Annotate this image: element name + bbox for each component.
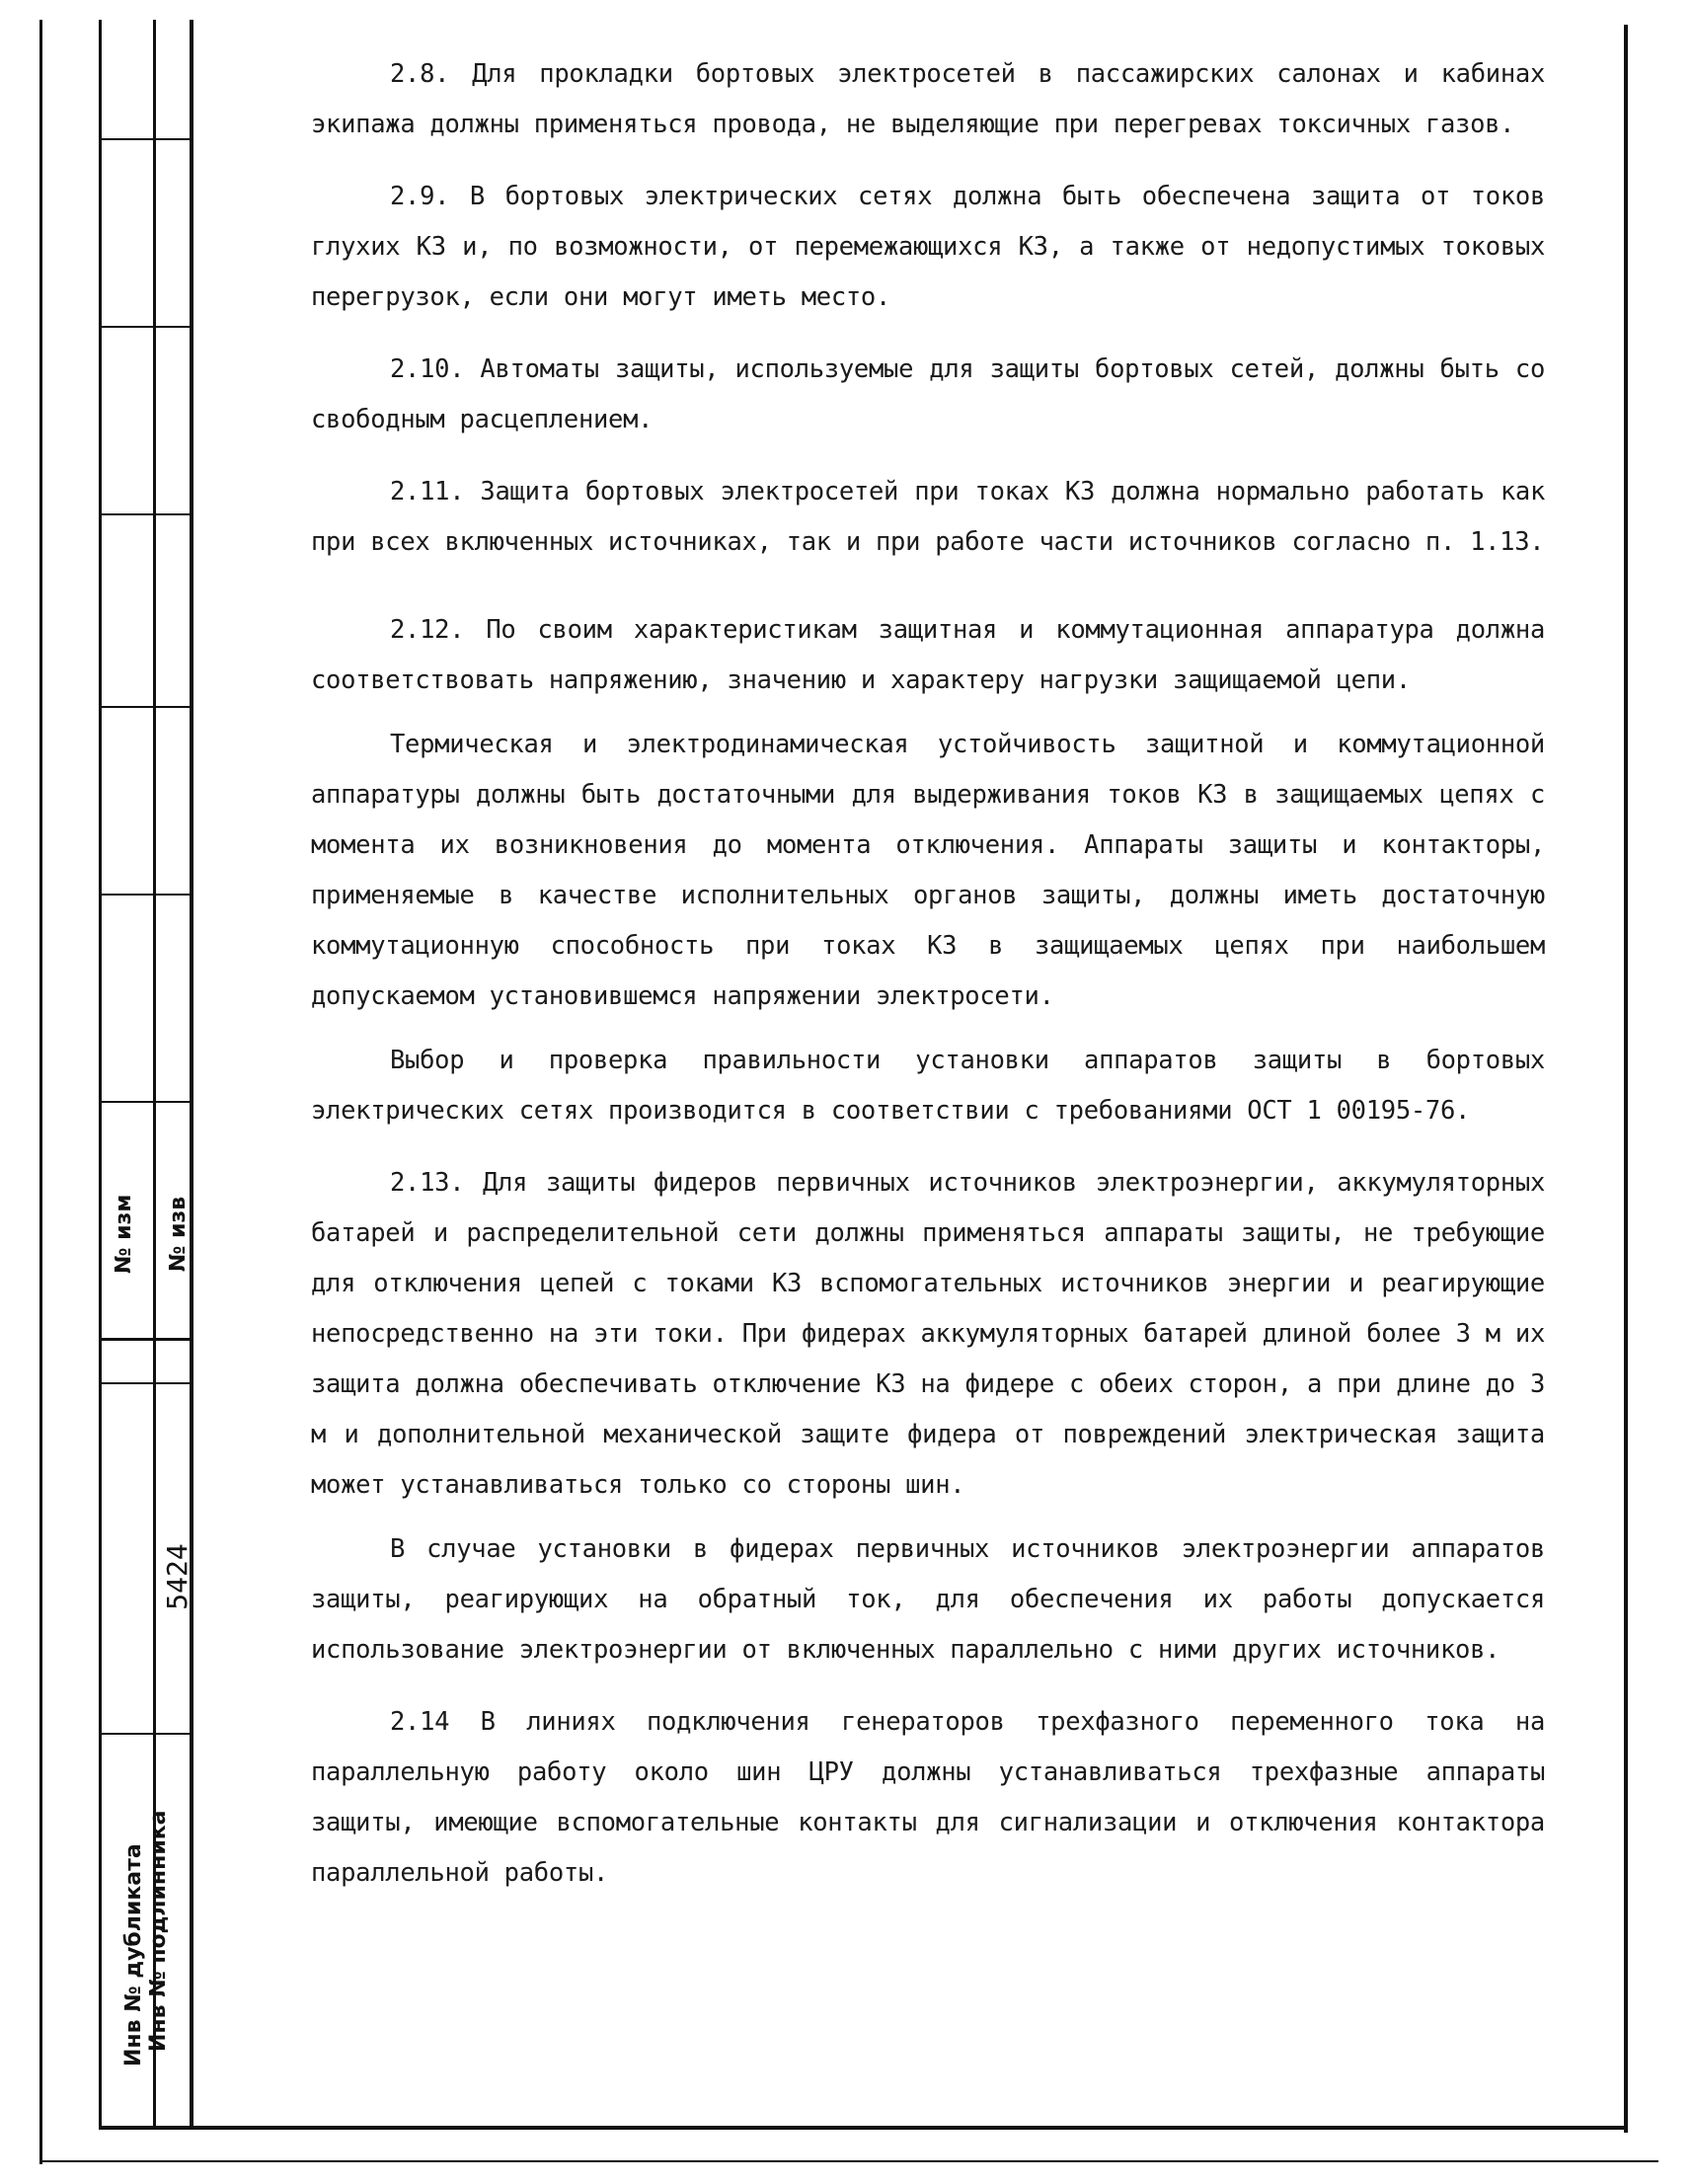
stamp-izv-label: № изв xyxy=(166,1196,191,1273)
paragraph-2-11: 2.11. Защита бортовых электросетей при токах КЗ должна нормально работать как при всех включенных источниках, так и при работе части источников согласно п. 1.13. xyxy=(311,477,1545,557)
paragraph-2-12-thermal: Термическая и электродинамическая устойчивость защитной и коммутационной аппаратуры должны быть достаточными для выдерживания токов КЗ в защищаемых цепях с момента их возникновения до момента отключения. Аппараты защиты и контакторы, применяемые в качестве исполнительных органов защиты, должны иметь достаточную коммутационную способность при токах КЗ в защищаемых цепях при наибольшем допускаемом установившемся напряжении электросети. xyxy=(311,730,1545,1011)
stamp-row-line xyxy=(99,1101,192,1103)
stamp-row-line xyxy=(99,1338,192,1341)
paragraph-2-13: 2.13. Для защиты фидеров первичных источников электроэнергии, аккумуляторных батарей и распределительной сети должны применяться аппараты защиты, не требующие для отключения цепей с токами КЗ вспомогательных источников энергии и реагирующие непосредственно на эти токи. При фидерах аккумуляторных батарей длиной более 3 м их защита должна обеспечивать отключение КЗ на фидере с обеих сторон, а при длине до 3 м и дополнительной механической защите фидера от повреждений электрическая защита может устанавливаться только со стороны шин. xyxy=(311,1168,1545,1500)
stamp-inventory-number: 5424 xyxy=(161,1543,193,1610)
document-body xyxy=(311,49,1545,1912)
stamp-izm-label: № изм xyxy=(112,1194,136,1274)
paragraph-2-13-reverse-current: В случае установки в фидерах первичных источников электроэнергии аппаратов защиты, реагирующих на обратный ток, для обеспечения их работы допускается использование электроэнергии от включенных параллельно с ними других источников. xyxy=(311,1534,1545,1665)
stamp-row-line xyxy=(99,138,192,140)
stamp-row-line xyxy=(99,1733,192,1735)
frame-column-line-3 xyxy=(190,20,193,2128)
stamp-row-line xyxy=(99,326,192,328)
frame-bottom-border xyxy=(99,2126,1628,2130)
frame-column-line-1 xyxy=(99,20,102,2128)
stamp-row-line xyxy=(99,706,192,708)
stamp-row-line xyxy=(99,1382,192,1384)
paragraph-2-14: 2.14 В линиях подключения генераторов трехфазного переменного тока на параллельную работу около шин ЦРУ должны устанавливаться трехфазные аппараты защиты, имеющие вспомогательные контакты для сигнализации и отключения контактора параллельной работы. xyxy=(311,1707,1545,1888)
frame-bottom-outer-line xyxy=(39,2160,1658,2162)
stamp-dublikat-label: Инв № дубликата xyxy=(121,1843,146,2067)
paragraph-2-12: 2.12. По своим характеристикам защитная и коммутационная аппаратура должна соответствовать напряжению, значению и характеру нагрузки защищаемой цепи. xyxy=(311,615,1545,695)
paragraph-2-8: 2.8. Для прокладки бортовых электросетей в пассажирских салонах и кабинах экипажа должны применяться провода, не выделяющие при перегревах токсичных газов. xyxy=(311,59,1545,139)
stamp-row-line xyxy=(99,513,192,515)
paragraph-2-10: 2.10. Автоматы защиты, используемые для защиты бортовых сетей, должны быть со свободным расцеплением. xyxy=(311,354,1545,434)
paragraph-2-9: 2.9. В бортовых электрических сетях должна быть обеспечена защита от токов глухих КЗ и, по возможности, от перемежающихся КЗ, а также от недопустимых токовых перегрузок, если они могут иметь место. xyxy=(311,182,1545,312)
paragraph-2-12-selection: Выбор и проверка правильности установки аппаратов защиты в бортовых электрических сетях производится в соответствии с требованиями ОСТ 1 00195-76. xyxy=(311,1046,1545,1126)
frame-outer-left-line xyxy=(39,20,42,2164)
stamp-row-line xyxy=(99,894,192,896)
frame-right-border xyxy=(1624,25,1628,2133)
stamp-podlinnik-label: Инв № подлинника xyxy=(146,1810,171,2052)
